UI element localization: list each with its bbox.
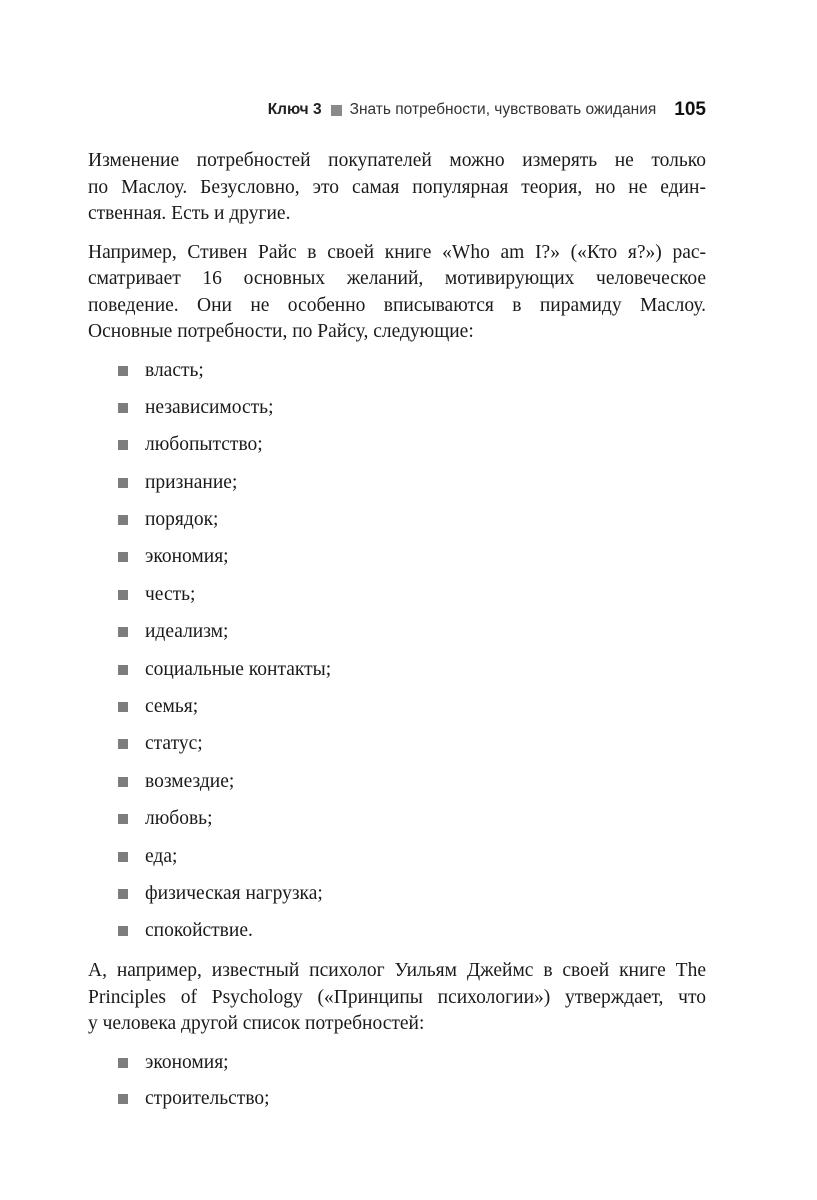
square-bullet-icon xyxy=(118,852,128,862)
list-item xyxy=(88,1050,706,1086)
list-item-text: физическая нагрузка; xyxy=(145,882,323,904)
list-item-text: экономия; xyxy=(145,546,229,568)
paragraph-james xyxy=(88,958,706,1038)
list-item xyxy=(88,358,706,395)
chapter-key: Ключ 3 xyxy=(267,101,322,118)
list-item-text: власть; xyxy=(145,359,204,381)
list-item xyxy=(88,619,706,656)
paragraph-line: у человека другой список потребностей: xyxy=(88,1013,425,1035)
list-item-text: статус; xyxy=(145,733,203,755)
list-item-text: любовь; xyxy=(145,808,213,830)
chapter-title: Знать потребности, чувствовать ожидания xyxy=(349,101,657,118)
square-bullet-icon xyxy=(118,926,128,936)
square-bullet-icon xyxy=(118,702,128,712)
james-needs-list xyxy=(88,1050,706,1122)
list-item xyxy=(88,844,706,881)
list-item-text: возмездие; xyxy=(145,770,235,792)
square-bullet-icon xyxy=(118,777,128,787)
list-item xyxy=(88,731,706,768)
paragraph-intro xyxy=(88,148,706,228)
list-item xyxy=(88,544,706,581)
list-item-text: экономия; xyxy=(145,1051,229,1073)
square-bullet-icon xyxy=(118,552,128,562)
paragraph-line: Основные потребности, по Райсу, следующие: xyxy=(88,321,474,342)
paragraph-line: по Маслоу. Безусловно, это самая популярная теория, но не един- xyxy=(88,176,706,198)
list-item xyxy=(88,470,706,507)
reiss-needs-list xyxy=(88,358,706,949)
list-item-text: независимость; xyxy=(145,396,274,418)
list-item-text: идеализм; xyxy=(145,621,229,643)
list-item-text: порядок; xyxy=(145,509,219,531)
square-bullet-icon xyxy=(118,440,128,450)
page-number: 105 xyxy=(674,99,706,120)
square-bullet-icon xyxy=(118,1058,128,1068)
paragraph-line: поведение. Они не особенно вписываются в пирамиду Маслоу. xyxy=(88,294,706,316)
square-bullet-icon xyxy=(118,1094,128,1104)
list-item-text: семья; xyxy=(145,696,199,718)
list-item-text: социальные контакты; xyxy=(145,658,332,680)
square-bullet-icon xyxy=(118,590,128,600)
header-square-icon xyxy=(331,105,342,116)
paragraph-line: Изменение потребностей покупателей можно измерять не только xyxy=(88,150,706,171)
list-item-text: признание; xyxy=(145,471,238,493)
paragraph-line: Principles of Psychology («Принципы психологии») утверждает, что xyxy=(88,986,706,1008)
list-item xyxy=(88,1086,706,1122)
list-item xyxy=(88,395,706,432)
square-bullet-icon xyxy=(118,739,128,749)
paragraph-reiss xyxy=(88,240,706,346)
list-item xyxy=(88,582,706,619)
paragraph-line: ственная. Есть и другие. xyxy=(88,203,291,224)
list-item xyxy=(88,806,706,843)
list-item xyxy=(88,769,706,806)
list-item xyxy=(88,657,706,694)
running-head xyxy=(88,97,706,123)
square-bullet-icon xyxy=(118,403,128,413)
list-item xyxy=(88,694,706,731)
list-item-text: строительство; xyxy=(145,1087,270,1109)
paragraph-line: Например, Стивен Райс в своей книге «Who am I?» («Кто я?») рас- xyxy=(88,241,706,263)
list-item xyxy=(88,432,706,469)
square-bullet-icon xyxy=(118,627,128,637)
square-bullet-icon xyxy=(118,814,128,824)
list-item-text: любопытство; xyxy=(145,434,263,456)
square-bullet-icon xyxy=(118,665,128,675)
list-item xyxy=(88,507,706,544)
list-item-text: честь; xyxy=(145,583,196,605)
list-item-text: спокойствие. xyxy=(145,920,253,942)
square-bullet-icon xyxy=(118,889,128,899)
square-bullet-icon xyxy=(118,515,128,525)
square-bullet-icon xyxy=(118,366,128,376)
body-text xyxy=(88,148,706,1132)
list-item-text: еда; xyxy=(145,845,178,867)
paragraph-line: А, например, известный психолог Уильям Джеймс в своей книге The xyxy=(88,960,706,982)
list-item xyxy=(88,918,706,948)
list-item xyxy=(88,881,706,918)
square-bullet-icon xyxy=(118,478,128,488)
paragraph-line: сматривает 16 основных желаний, мотивирующих человеческое xyxy=(88,268,706,289)
